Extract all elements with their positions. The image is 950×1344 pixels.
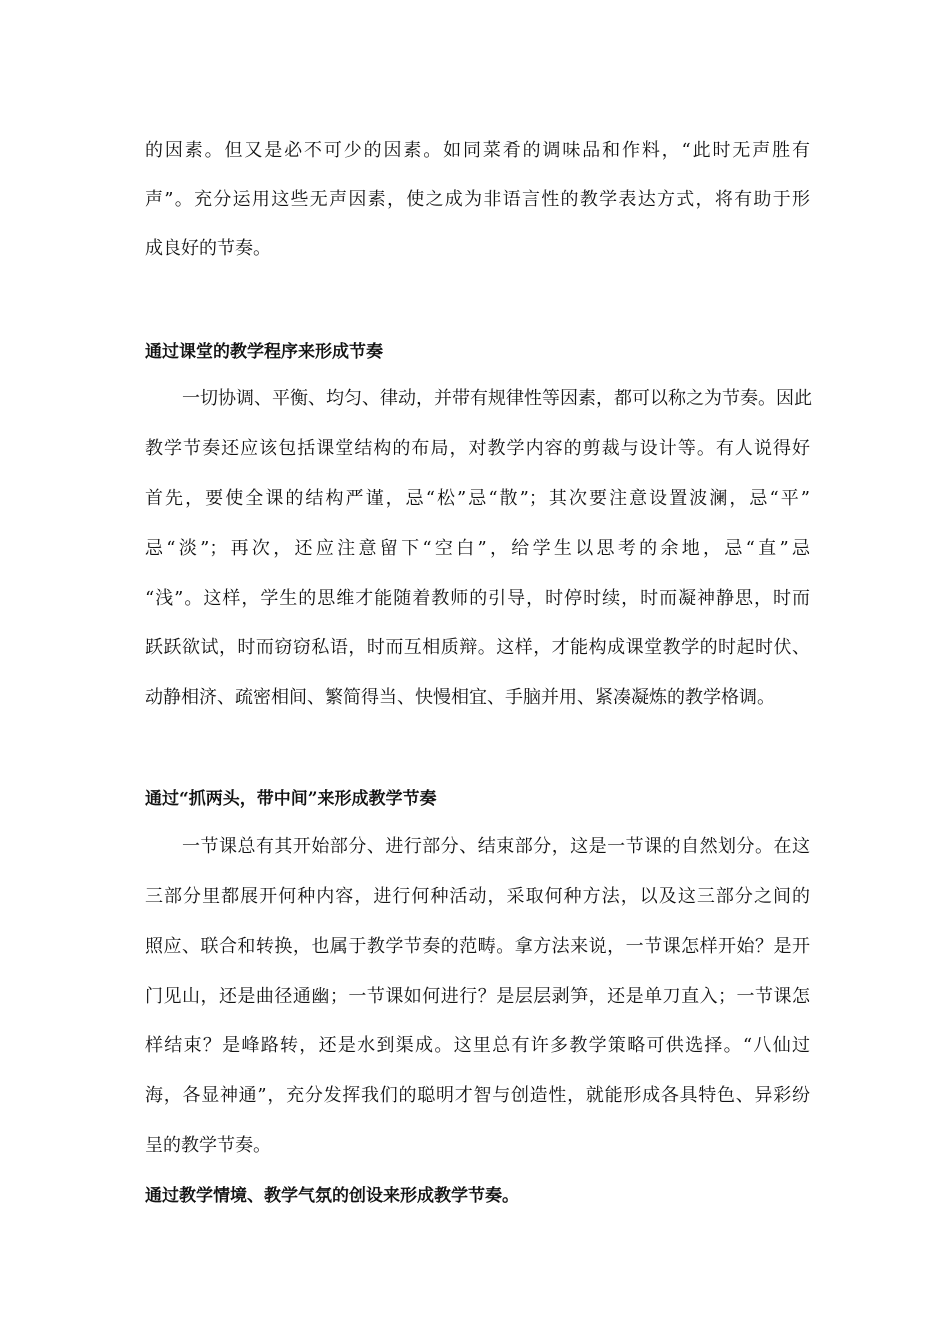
paragraph-line: 样结束？是峰路转，还是水到渠成。这里总有许多教学策略可供选择。“八仙过: [145, 1035, 810, 1056]
paragraph-line: 的因素。但又是必不可少的因素。如同菜肴的调味品和作料，“此时无声胜有: [145, 140, 810, 161]
paragraph-line: “浅”。这样，学生的思维才能随着教师的引导，时停时续，时而凝神静思，时而: [145, 588, 810, 609]
paragraph-line: 海，各显神通”，充分发挥我们的聪明才智与创造性，就能形成各具特色、异彩纷: [145, 1085, 810, 1106]
section-heading: 通过“抓两头，带中间”来形成教学节奏: [145, 789, 437, 809]
paragraph-line: 照应、联合和转换，也属于教学节奏的范畴。拿方法来说，一节课怎样开始？是开: [145, 936, 810, 957]
paragraph-line: 首先，要使全课的结构严谨，忌“松”忌“散”；其次要注意设置波澜，忌“平”: [145, 488, 810, 509]
paragraph-line: 门见山，还是曲径通幽；一节课如何进行？是层层剥笋，还是单刀直入；一节课怎: [145, 986, 810, 1007]
paragraph-line: 动静相济、疏密相间、繁简得当、快慢相宜、手脑并用、紧凑凝炼的教学格调。: [145, 687, 775, 708]
section-heading: 通过课堂的教学程序来形成节奏: [145, 342, 383, 362]
paragraph-line: 一节课总有其开始部分、进行部分、结束部分，这是一节课的自然划分。在这: [182, 836, 810, 857]
paragraph-line: 成良好的节奏。: [145, 238, 271, 259]
section-heading: 通过教学情境、教学气氛的创设来形成教学节奏。: [145, 1186, 519, 1206]
paragraph-line: 三部分里都展开何种内容，进行何种活动，采取何种方法，以及这三部分之间的: [145, 886, 810, 907]
paragraph-line: 声”。充分运用这些无声因素，使之成为非语言性的教学表达方式，将有助于形: [145, 189, 810, 210]
paragraph-line: 忌“淡”；再次，还应注意留下“空白”，给学生以思考的余地，忌“直”忌: [145, 538, 810, 559]
paragraph-line: 教学节奏还应该包括课堂结构的布局，对教学内容的剪裁与设计等。有人说得好: [145, 438, 810, 459]
paragraph-line: 呈的教学节奏。: [145, 1135, 271, 1156]
paragraph-line: 跃跃欲试，时而窃窃私语，时而互相质辩。这样，才能构成课堂教学的时起时伏、: [145, 637, 810, 658]
paragraph-line: 一切协调、平衡、均匀、律动，并带有规律性等因素，都可以称之为节奏。因此: [182, 388, 812, 409]
